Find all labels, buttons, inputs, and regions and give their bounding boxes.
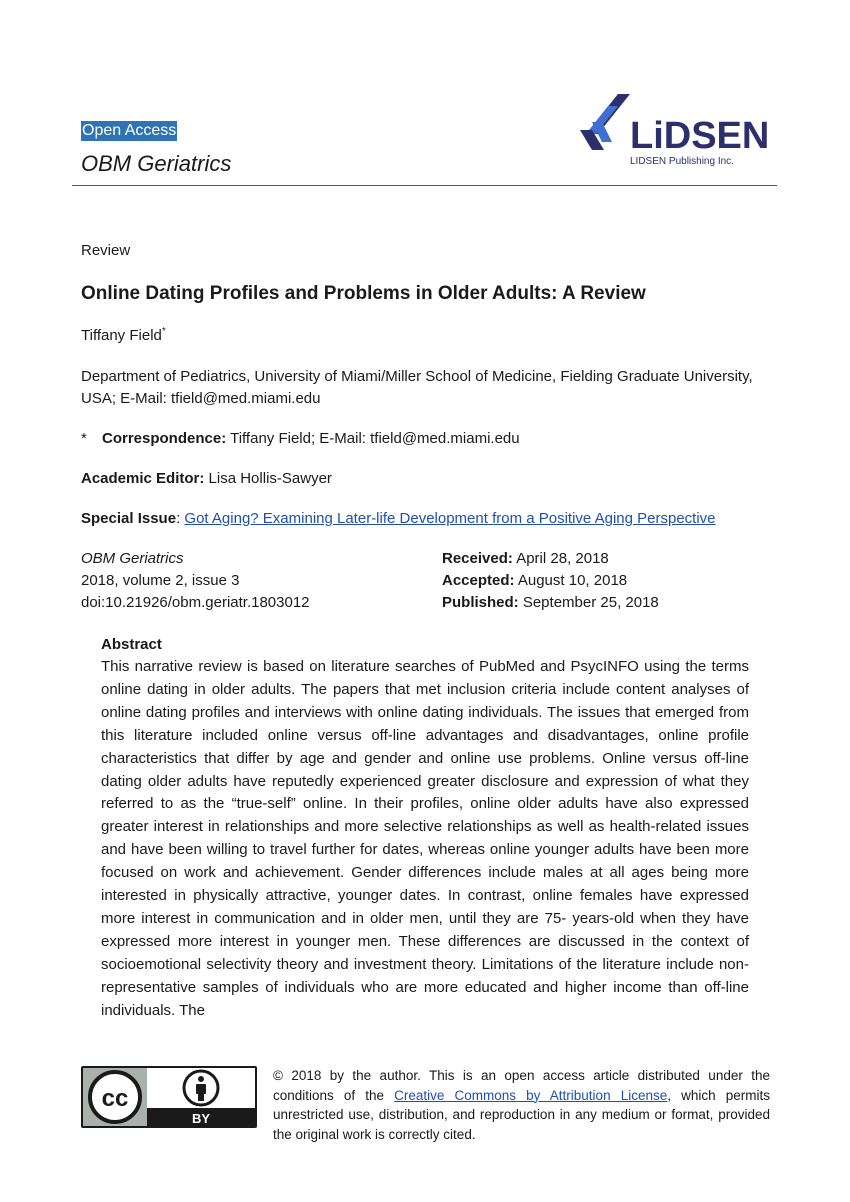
citation-info (81, 548, 421, 614)
special-issue-link[interactable]: Got Aging? Examining Later-life Development from a Positive Aging Perspective (184, 510, 716, 527)
correspondence-label: Correspondence: (102, 430, 227, 447)
received-date (442, 548, 782, 570)
copyright-pre: © 2018 by the author. This is an open access article distributed under the conditions of the (273, 1068, 770, 1103)
accepted-label: Accepted: (442, 572, 515, 589)
copyright-notice (273, 1066, 770, 1144)
received-label: Received: (442, 550, 513, 567)
author-name: Tiffany Field (81, 327, 162, 344)
logo-subtitle: LIDSEN Publishing Inc. (630, 156, 734, 167)
by-text: BY (191, 1111, 211, 1126)
open-access-label: Open Access (82, 122, 177, 139)
header-divider (72, 185, 777, 186)
article-type: Review (81, 242, 131, 259)
special-issue-label: Special Issue (81, 510, 177, 527)
received-value: April 28, 2018 (512, 550, 609, 567)
affiliation: Department of Pediatrics, University of Miami/Miller School of Medicine, Fielding Graduate University, USA; E-Mail: tfield@med.miami.edu (81, 368, 753, 407)
logo-wordmark: LiDSEN (630, 115, 770, 157)
publisher-logo[interactable] (578, 92, 778, 172)
cc-text: cc (101, 1085, 129, 1112)
citation-journal: OBM Geriatrics (81, 550, 184, 567)
accepted-date (442, 570, 782, 592)
special-issue-separator: : (176, 510, 185, 527)
accepted-value: August 10, 2018 (514, 572, 628, 589)
abstract-heading: Abstract (101, 636, 162, 653)
author-mark: * (161, 326, 166, 337)
cc-by-license-badge[interactable] (81, 1066, 257, 1128)
author-line (81, 325, 166, 347)
citation-doi: doi:10.21926/obm.geriatr.1803012 (81, 594, 310, 611)
publication-dates (442, 548, 782, 614)
published-label: Published: (442, 594, 519, 611)
correspondence (81, 428, 781, 450)
lidsen-logo-icon (578, 92, 778, 162)
correspondence-value: Tiffany Field; E-Mail: tfield@med.miami.edu (226, 430, 520, 447)
published-value: September 25, 2018 (518, 594, 659, 611)
correspondence-mark: * (81, 430, 87, 447)
published-date (442, 592, 782, 614)
special-issue (81, 508, 801, 530)
license-link[interactable]: Creative Commons by Attribution License (394, 1087, 668, 1103)
cc-by-icon (81, 1066, 257, 1128)
copyright-post: , which permits unrestricted use, distribution, and reproduction in any medium or format, provided the original work is correctly cited. (273, 1087, 770, 1142)
editor-label: Academic Editor: (81, 470, 205, 487)
academic-editor (81, 468, 332, 490)
article-title: Online Dating Profiles and Problems in Older Adults: A Review (81, 283, 646, 304)
citation-volume: 2018, volume 2, issue 3 (81, 572, 240, 589)
abstract-body: This narrative review is based on literature searches of PubMed and PsycINFO using the terms online dating in older adults. The papers that met inclusion criteria include content analyses of online dating profiles and interviews with online dating individuals. The issues that emerged from this literature included online versus off-line advantages and disadvantages, online profile characteristics that differ by age and gender and online use problems. Online versus off-line dating older adults have reputedly experienced greater disclosure and expression of what they referred to as the “true-self” online. In their profiles, online older adults have also expressed greater interest in relationships and more selective relationships as well as health-related issues and have been willing to travel further for dates, whereas online younger adults have been more focused on work and achievement. Gender differences include males at all ages being more interested in physically attractive, younger dates. In contrast, online females have expressed more interest in communication and in older men, until they are 75- years-old when they have expressed more interest in younger men. These differences are discussed in the context of socioemotional selectivity theory and investment theory. Limitations of the literature include non-representative samples of individuals who are more educated and higher income than off-line individuals. The (101, 658, 749, 1019)
journal-title: OBM Geriatrics (81, 151, 232, 176)
editor-value: Lisa Hollis-Sawyer (204, 470, 332, 487)
